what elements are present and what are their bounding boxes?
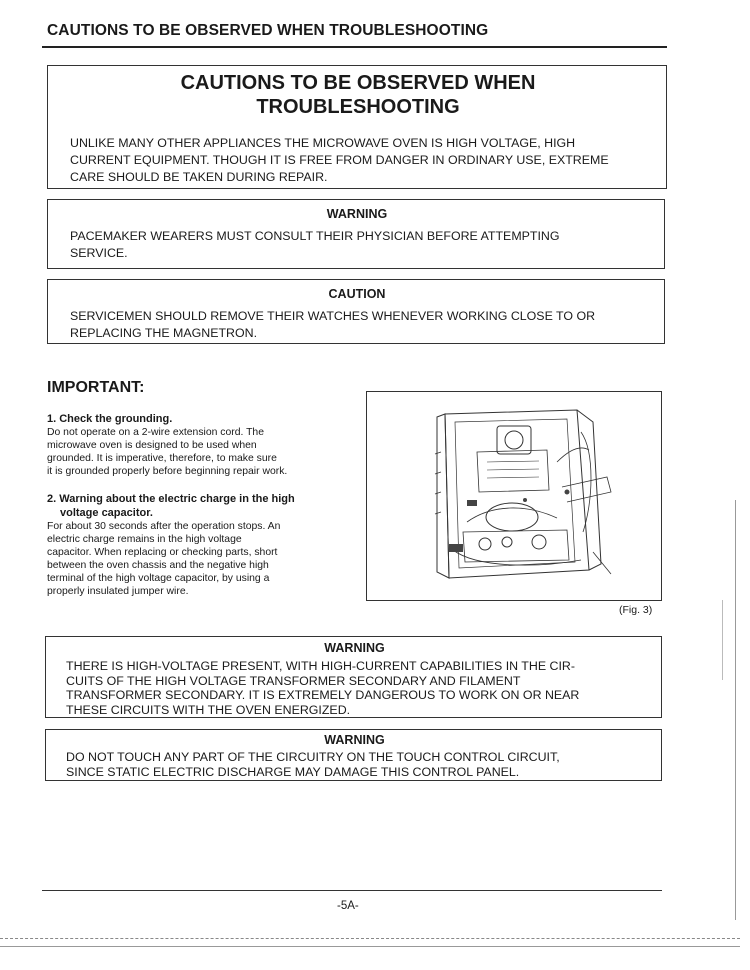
item-1-line: it is grounded properly before beginning repair work. [47,466,288,477]
main-box-title [48,71,668,119]
warning-body-line1: DO NOT TOUCH ANY PART OF THE CIRCUITRY ON THE TOUCH CONTROL CIRCUIT, [66,750,560,764]
caution-body [70,308,595,342]
figure-caption: (Fig. 3) [619,604,653,616]
scan-artifact-line [0,938,740,939]
item-1-title: 1. Check the grounding. [47,413,173,425]
warning-body-line1: THERE IS HIGH-VOLTAGE PRESENT, WITH HIGH-CURRENT CAPABILITIES IN THE CIR- [66,659,575,673]
important-heading: IMPORTANT: [47,379,145,396]
item-2-line: terminal of the high voltage capacitor, by using a [47,573,270,584]
warning-box-pacemaker [47,199,665,269]
important-item-1 [47,412,347,478]
item-2-line: capacitor. When replacing or checking parts, short [47,547,278,558]
warning-body [70,228,560,262]
warning-box-static [45,729,662,781]
item-2-line: For about 30 seconds after the operation stops. An [47,521,281,532]
microwave-circuit-illustration [367,392,661,600]
scan-artifact-margin [735,500,736,920]
caution-body-line2: REPLACING THE MAGNETRON. [70,326,258,340]
scan-artifact-margin [722,600,723,680]
warning-body-line2: SERVICE. [70,246,128,260]
warning-body-line2: CUITS OF THE HIGH VOLTAGE TRANSFORMER SECONDARY AND FILAMENT [66,673,521,688]
warning-heading: WARNING [324,641,385,655]
main-box-body [70,135,609,186]
item-2-line: electric charge remains in the high voltage [47,534,242,545]
header-rule [42,46,667,48]
warning-body-line1: PACEMAKER WEARERS MUST CONSULT THEIR PHYSICIAN BEFORE ATTEMPTING [70,229,560,243]
warning-box-high-voltage [45,636,662,718]
warning-body-line2: SINCE STATIC ELECTRIC DISCHARGE MAY DAMAGE THIS CONTROL PANEL. [66,764,520,779]
main-box-title-line1: CAUTIONS TO BE OBSERVED WHEN [180,72,536,94]
item-2-title-line1: 2. Warning about the electric charge in the high [47,493,295,505]
main-box-body-line2: CURRENT EQUIPMENT. THOUGH IT IS FREE FROM DANGER IN ORDINARY USE, EXTREME [70,153,609,167]
main-box-title-line2: TROUBLESHOOTING [256,96,460,118]
item-2-title-line2: voltage capacitor. [60,507,153,519]
warning-body-line3: TRANSFORMER SECONDARY. IT IS EXTREMELY DANGEROUS TO WORK ON OR NEAR [66,688,580,702]
scan-artifact-line [0,946,740,947]
caution-box-magnetron [47,279,665,344]
caution-heading: CAUTION [328,287,386,301]
page-number: -5A- [337,900,359,912]
warning-body [66,659,579,717]
warning-heading: WARNING [326,207,388,221]
warning-body-line4: THESE CIRCUITS WITH THE OVEN ENERGIZED. [66,702,351,717]
footer-rule [42,890,662,891]
figure-3-frame [366,391,662,601]
important-item-2 [47,492,347,598]
caution-body-line1: SERVICEMEN SHOULD REMOVE THEIR WATCHES WHENEVER WORKING CLOSE TO OR [70,309,596,323]
item-1-line: Do not operate on a 2-wire extension cord. The [47,427,264,438]
warning-body [66,750,560,779]
main-box-body-line3: CARE SHOULD BE TAKEN DURING REPAIR. [70,170,328,184]
main-box-body-line1: UNLIKE MANY OTHER APPLIANCES THE MICROWAVE OVEN IS HIGH VOLTAGE, HIGH [70,136,576,150]
item-2-line: between the oven chassis and the negative high [47,560,269,571]
page-header: CAUTIONS TO BE OBSERVED WHEN TROUBLESHOOTING [47,22,489,39]
warning-heading: WARNING [324,733,385,747]
main-caution-box [47,65,667,189]
item-2-line: properly insulated jumper wire. [47,586,189,597]
item-1-line: microwave oven is designed to be used when [47,440,257,451]
item-1-line: grounded. It is imperative, therefore, to make sure [47,453,277,464]
